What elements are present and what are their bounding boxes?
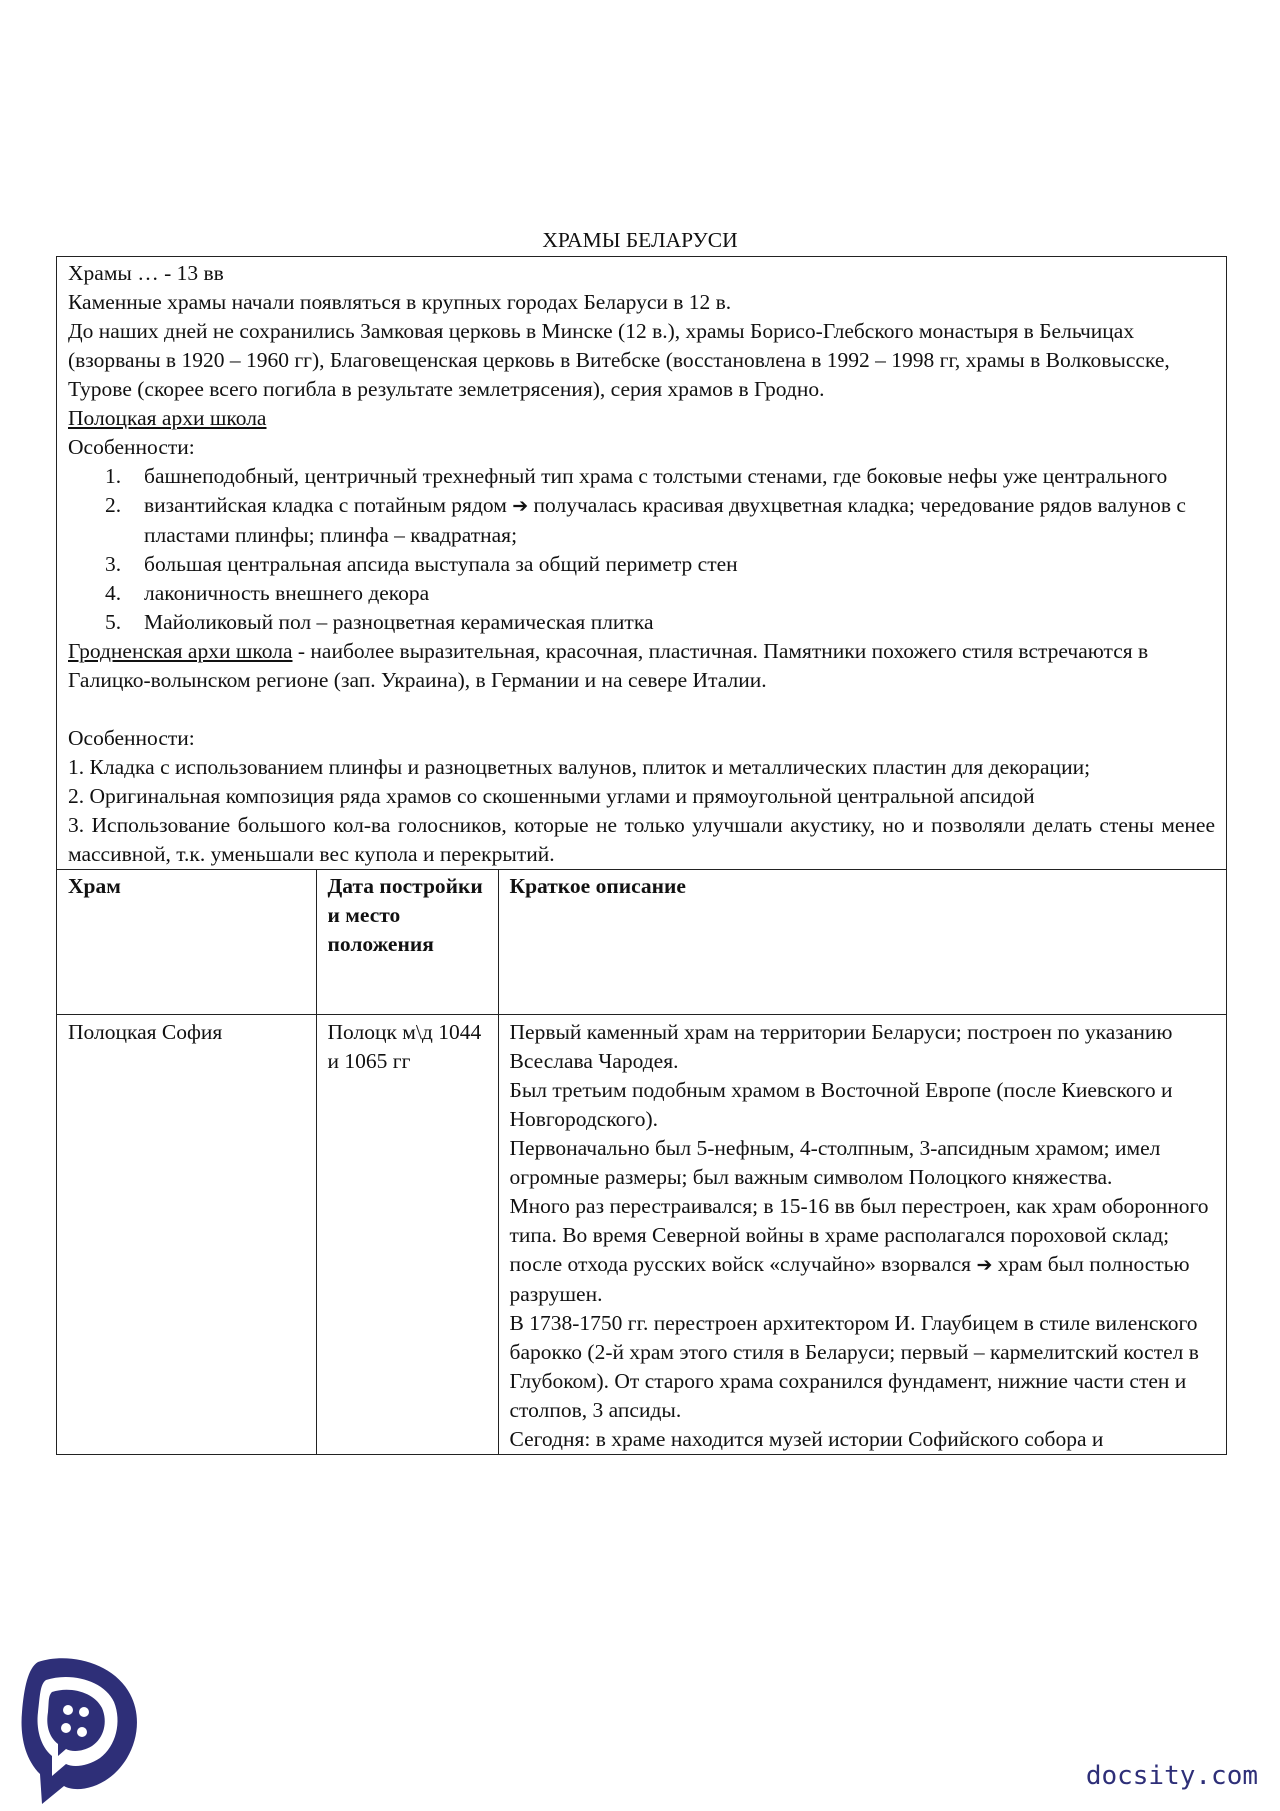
features-label-2: Особенности: (68, 726, 195, 750)
polotsk-school-heading: Полоцкая архи школа (68, 406, 267, 430)
intro-paragraph-2: До наших дней не сохранились Замковая церковь в Минске (12 в.), храмы Борисо-Глебского монастыря в Бельчицах (взорваны в 1920 – 1960 гг), Благовещенская церковь в Витебске (восстановлена в 1992 – 1998 гг, храмы в Волковысске, Турове (скорее всего погибла в результате землетрясения), серия храмов в Гродно. (68, 319, 1170, 401)
list-item: 1. башнеподобный, центричный трехнефный тип храма с толстыми стенами, где боковые нефы уже центрального (105, 464, 1168, 488)
intro-heading: Храмы … - 13 вв (68, 261, 224, 285)
list-item: 4. лаконичность внешнего декора (105, 581, 430, 605)
table-row (57, 1015, 1226, 1455)
docsity-logo-icon (18, 1654, 140, 1806)
header-temple: Храм (57, 870, 316, 1015)
list-item: 2. византийская кладка с потайным рядом ➔ получалась красивая двухцветная кладка; чередование рядов валунов с пластами плинфы; плинфа – квадратная; (105, 493, 1186, 547)
intro-section (57, 257, 1226, 869)
content-frame (56, 256, 1227, 1455)
temples-table (57, 869, 1226, 1455)
arrow-right-icon: ➔ (512, 495, 529, 517)
list-item: 3. большая центральная апсида выступала за общий периметр стен (105, 552, 738, 576)
grodno-school-paragraph: Гродненская архи школа - наиболее выразительная, красочная, пластичная. Памятники похожего стиля встречаются в Галицко-волынском регионе (зап. Украина), в Германии и на севере Италии. (68, 639, 1149, 692)
header-description: Краткое описание (498, 870, 1226, 1015)
grodno-school-heading: Гродненская архи школа (68, 639, 293, 663)
grodno-feature-1: 1. Кладка с использованием плинфы и разноцветных валунов, плиток и металлических пластин для декорации; (68, 755, 1091, 779)
intro-paragraph-1: Каменные храмы начали появляться в крупных городах Беларуси в 12 в. (68, 290, 732, 314)
header-date: Дата постройки и место положения (316, 870, 498, 1015)
docsity-brand[interactable]: docsity.com (1085, 1761, 1258, 1791)
list-item: 5. Майоликовый пол – разноцветная керамическая плитка (105, 610, 654, 634)
polotsk-features-list (68, 462, 1215, 637)
cell-temple: Полоцкая София (57, 1015, 316, 1455)
arrow-right-icon: ➔ (976, 1254, 993, 1276)
cell-description: Первый каменный храм на территории Беларуси; построен по указанию Всеслава Чародея. Был третьим подобным храмом в Восточной Европе (после Киевского и Новгородского). Первоначально был 5-нефным, 4-столпным, 3-апсидным храмом; имел огромные размеры; был важным символом Полоцкого княжества. Много раз перестраивался; в 15-16 вв был перестроен, как храм оборонного типа. Во время Северной войны в храме располагался пороховой склад; после отхода русских войск «случайно» взорвался ➔ храм был полностью разрушен. В 1738-1750 гг. перестроен архитектором И. Глаубицем в стиле виленского барокко (2-й храм этого стиля в Беларуси; первый – кармелитский костел в Глубоком). От старого храма сохранился фундамент, нижние части стен и столпов, 3 апсиды. Сегодня: в храме находится музей истории Софийского собора и (498, 1015, 1226, 1455)
grodno-feature-2: 2. Оригинальная композиция ряда храмов со скошенными углами и прямоугольной центральной апсидой (68, 784, 1035, 808)
page-title: ХРАМЫ БЕЛАРУСИ (542, 228, 738, 252)
table-header-row (57, 870, 1226, 1015)
grodno-feature-3: 3. Использование большого кол-ва голосников, которые не только улучшали акустику, но и позволяли делать стены менее массивной, т.к. уменьшали вес купола и перекрытий. (68, 813, 1215, 866)
cell-date: Полоцк м\д 1044 и 1065 гг (316, 1015, 498, 1455)
features-label: Особенности: (68, 435, 195, 459)
